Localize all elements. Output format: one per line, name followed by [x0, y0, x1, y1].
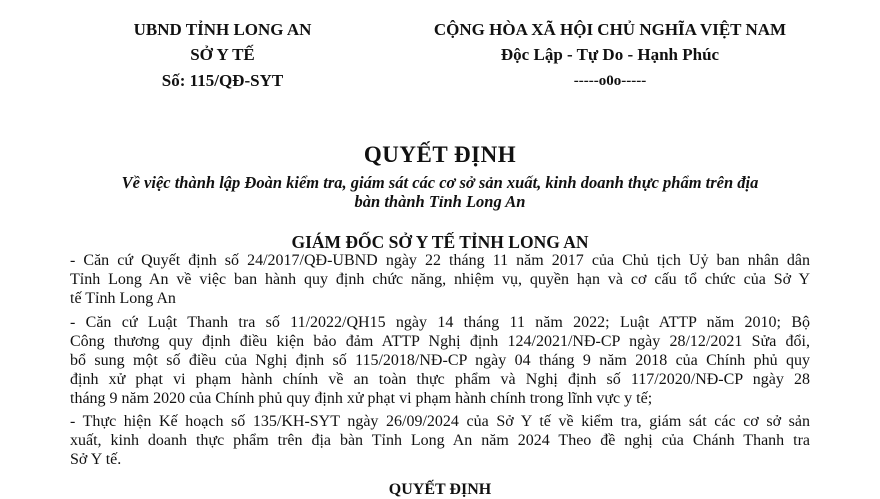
body-line: bổ sung một số điều của Nghị định số 115/2018/NĐ-CP ngày 04 tháng 9 năm 2018 của Chính phủ quy — [70, 352, 810, 369]
header-separator: -----o0o----- — [573, 73, 647, 89]
country-name: CỘNG HÒA XÃ HỘI CHỦ NGHĨA VIỆT NAM — [433, 20, 787, 39]
document-subtitle-line1: Về việc thành lập Đoàn kiểm tra, giám sát các cơ sở sản xuất, kinh doanh thực phẩm trên địa — [121, 173, 759, 192]
body-line: định xử phạt vi phạm hành chính về an toàn thực phẩm và Nghị định số 117/2020/NĐ-CP ngày 28 — [70, 371, 810, 388]
section-heading: QUYẾT ĐỊNH — [388, 481, 492, 498]
national-motto: Độc Lập - Tự Do - Hạnh Phúc — [500, 45, 720, 64]
org-name: UBND TỈNH LONG AN — [133, 20, 312, 39]
department-name: SỞ Y TẾ — [190, 45, 255, 64]
body-line: - Căn cứ Luật Thanh tra số 11/2022/QH15 ngày 14 tháng 11 năm 2022; Luật ATTP năm 2010; Bộ — [70, 314, 810, 331]
body-line: tháng 9 năm 2020 của Chính phủ quy định xử phạt vi phạm hành chính trong lĩnh vực y tế; — [70, 390, 653, 407]
body-line: Sở Y tế. — [70, 451, 122, 468]
body-line: - Thực hiện Kế hoạch số 135/KH-SYT ngày 26/09/2024 của Sở Y tế về kiểm tra, giám sát các cơ sở sản — [70, 413, 810, 430]
issuer-heading: GIÁM ĐỐC SỞ Y TẾ TỈNH LONG AN — [291, 232, 589, 252]
document-subtitle-line2: bàn thành Tỉnh Long An — [354, 192, 526, 211]
body-line: - Căn cứ Quyết định số 24/2017/QĐ-UBND ngày 22 tháng 11 năm 2017 của Chủ tịch Uỷ ban nhân dân — [70, 252, 810, 269]
body-line: tế Tỉnh Long An — [70, 290, 176, 307]
body-line: Công thương quy định điều kiện bảo đảm ATTP Nghị định 124/2021/NĐ-CP ngày 28/12/2021 Sửa đổi, — [70, 333, 810, 350]
document-number: Số: 115/QĐ-SYT — [161, 71, 284, 90]
body-line: xuất, kinh doanh thực phẩm trên địa bàn Tỉnh Long An năm 2024 Theo đề nghị của Chánh Thanh tra — [70, 432, 810, 449]
document-title: QUYẾT ĐỊNH — [363, 142, 517, 167]
body-line: Tỉnh Long An về việc ban hành quy định chức năng, nhiệm vụ, quyền hạn và cơ cấu tổ chức của Sở Y — [70, 271, 810, 288]
